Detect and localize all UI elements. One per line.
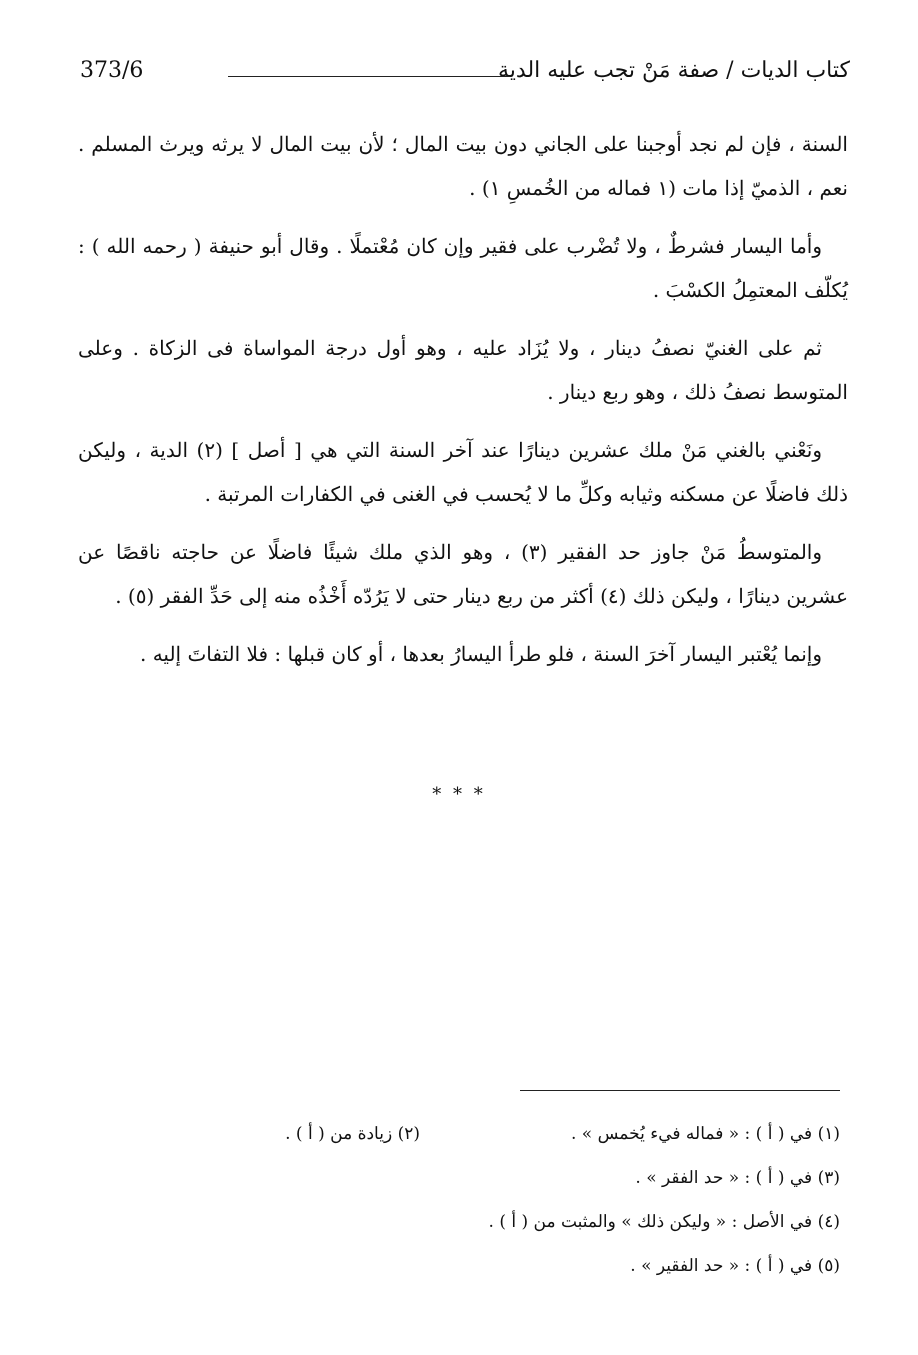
- footnote-rule: [520, 1090, 840, 1091]
- footnote-row-3: [110, 1156, 840, 1200]
- footnote-1: (١) في ( أ ) : « فماله فيء يُخمس » .: [571, 1124, 840, 1144]
- paragraph-2: وأما اليسار فشرطٌ ، ولا تُضْرب على فقير وإن كان مُعْتملًا . وقال أبو حنيفة ( رحمه الله ) : يُكلّف المعتمِلُ الكسْبَ .: [78, 234, 848, 302]
- footnote-4: (٤) في الأصل : « وليكن ذلك » والمثبت من ( أ ) .: [488, 1212, 840, 1232]
- paragraph-5: والمتوسطُ مَنْ جاوز حد الفقير (٣) ، وهو الذي ملك شيئًا فاضلًا عن حاجته ناقصًا عن عشرين دينارًا ، وليكن ذلك (٤) أكثر من ربع دينار حتى لا يَرُدّه أَخْذُه منه إلى حَدِّ الفقر (٥) .: [78, 540, 848, 608]
- footnote-2: (٢) زيادة من ( أ ) .: [285, 1124, 420, 1144]
- section-separator: * * *: [432, 784, 486, 805]
- paragraph-4: ونَعْني بالغني مَنْ ملك عشرين دينارًا عند آخر السنة التي هي [ أصل ] (٢) الدية ، وليكن ذلك فاضلًا عن مسكنه وثيابه وكلِّ ما لا يُحسب في الغنى في الكفارات المرتبة .: [78, 438, 848, 506]
- page-number: 373/6: [80, 58, 144, 83]
- body-text: [78, 122, 848, 690]
- footnote-row-4: [110, 1200, 840, 1244]
- footnotes: [110, 1112, 840, 1288]
- footnote-row-1: [110, 1112, 840, 1156]
- paragraph-6: وإنما يُعْتبر اليسار آخرَ السنة ، فلو طرأ اليسارُ بعدها ، أو كان قبلها : فلا التفاتَ إليه .: [139, 642, 822, 666]
- header-title: كتاب الديات / صفة مَنْ تجب عليه الدية: [498, 58, 850, 83]
- footnote-row-5: [110, 1244, 840, 1288]
- paragraph-1: السنة ، فإن لم نجد أوجبنا على الجاني دون بيت المال ؛ لأن بيت المال لا يرثه ويرث المسلم . نعم ، الذميّ إذا مات (١ فماله من الخُمسِ ١) .: [78, 132, 848, 200]
- header-rule: [228, 76, 510, 77]
- footnote-5: (٥) في ( أ ) : « حد الفقير » .: [630, 1256, 840, 1276]
- running-header: [80, 58, 850, 92]
- footnote-3: (٣) في ( أ ) : « حد الفقر » .: [635, 1168, 840, 1188]
- paragraph-3: ثم على الغنيّ نصفُ دينار ، ولا يُزَاد عليه ، وهو أول درجة المواساة فى الزكاة . وعلى المتوسط نصفُ ذلك ، وهو ربع دينار .: [78, 336, 848, 404]
